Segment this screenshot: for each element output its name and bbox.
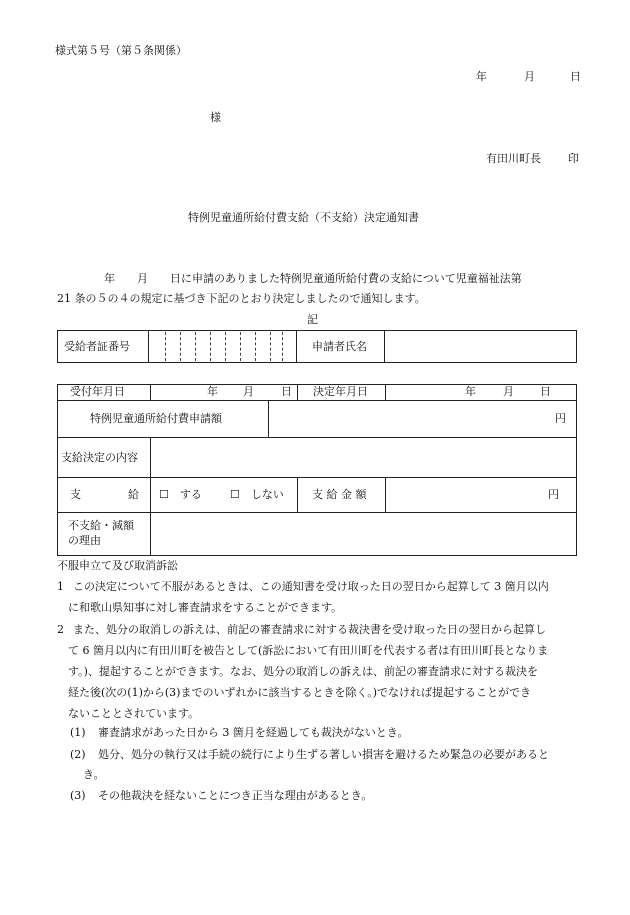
option-yes-checkbox[interactable]: ☐ する <box>159 488 202 501</box>
addressee-suffix: 様 <box>210 111 221 124</box>
decision-day: 日 <box>540 385 551 398</box>
amount-applied-yen: 円 <box>555 412 566 425</box>
decision-date-label: 決定年月日 <box>313 385 368 398</box>
appeal-sub3-text: その他裁決を経ないことにつき正当な理由があるとき。 <box>98 789 373 802</box>
recipient-no-label: 受給者証番号 <box>64 340 130 353</box>
ki-label: 記 <box>307 313 318 326</box>
amount-applied-label: 特例児童通所給付費申請額 <box>90 412 222 425</box>
appeal-sub1-text: 審査請求があった日から 3 箇月を経過しても裁決がないとき。 <box>98 726 409 739</box>
received-year: 年 <box>207 385 218 398</box>
date-year-label: 年 <box>476 70 487 83</box>
appeal-item2-line3: す。)、提起することができます。なお、処分の取消しの訴えは、前記の審査請求に対する裁決を <box>68 665 539 678</box>
reason-label-2: の理由 <box>68 534 101 547</box>
option-no-checkbox[interactable]: ☐ しない <box>230 488 284 501</box>
appeal-heading: 不服申立て及び取消訴訟 <box>57 559 178 572</box>
intro-line-1: 年 月 日に申請のありました特例児童通所給付費の支給について児童福祉法第 <box>104 272 522 285</box>
applicant-name-label: 申請者氏名 <box>312 340 367 353</box>
payment-amount-label: 支 給 金 額 <box>312 488 367 501</box>
date-month-label: 月 <box>524 70 535 83</box>
appeal-item2-line4: 経た後(次の(1)から(3)までのいずれかに該当するときを除く。)でなければ提起することができ <box>68 686 532 699</box>
appeal-sub2-line1: 処分、処分の執行又は手続の続行により生ずる著しい損害を避けるため緊急の必要があると <box>98 748 549 761</box>
reason-label-1: 不支給・減額 <box>68 519 134 532</box>
date-day-label: 日 <box>570 70 581 83</box>
issuer-seal: 印 <box>568 152 579 165</box>
appeal-item2-line1: また、処分の取消しの訴えは、前記の審査請求に対する裁決書を受け取った日の翌日から起算し <box>73 623 546 636</box>
document-title: 特例児童通所給付費支給（不支給）決定通知書 <box>188 211 419 224</box>
received-day: 日 <box>281 385 292 398</box>
appeal-sub2-line2: き。 <box>83 768 105 781</box>
payment-label-1: 支 <box>70 488 81 501</box>
payment-amount-yen: 円 <box>548 488 559 501</box>
appeal-sub3-num: (3) <box>70 789 86 802</box>
received-month: 月 <box>243 385 254 398</box>
issuer-name: 有田川町長 <box>486 152 541 165</box>
appeal-item1-num: 1 <box>57 580 64 593</box>
intro-line-2: 21 条の５の４の規定に基づき下記のとおり決定しましたので通知します。 <box>57 292 426 305</box>
form-number: 様式第５号（第５条関係） <box>55 44 187 57</box>
decision-month: 月 <box>503 385 514 398</box>
appeal-item1-line2: に和歌山県知事に対し審査請求をすることができます。 <box>68 601 343 614</box>
received-date-label: 受付年月日 <box>70 385 125 398</box>
appeal-item2-line5: ないこととされています。 <box>68 707 200 720</box>
appeal-item2-line2: て 6 箇月以内に有田川町を被告として(訴訟において有田川町を代表する者は有田川町長となりま <box>68 644 549 657</box>
decision-content-label: 支給決定の内容 <box>61 451 138 464</box>
appeal-sub1-num: (1) <box>70 726 86 739</box>
appeal-item2-num: 2 <box>57 623 64 636</box>
payment-label-2: 給 <box>128 488 139 501</box>
appeal-item1-line1: この決定について不服があるときは、この通知書を受け取った日の翌日から起算して 3 箇月以内 <box>73 580 549 593</box>
appeal-sub2-num: (2) <box>70 748 86 761</box>
decision-year: 年 <box>465 385 476 398</box>
